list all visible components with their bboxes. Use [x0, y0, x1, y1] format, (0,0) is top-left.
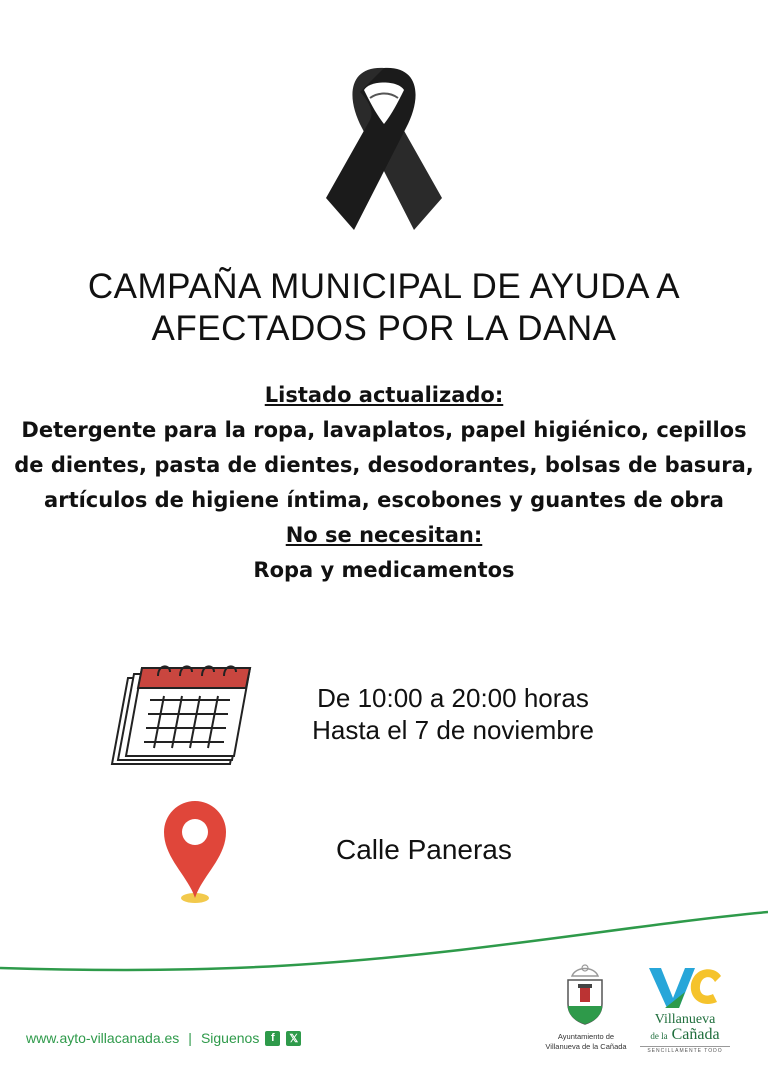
- brand-canada: Cañada: [671, 1026, 720, 1043]
- needed-items: Detergente para la ropa, lavaplatos, papel higiénico, cepillos de dientes, pasta de dientes, desodorantes, bolsas de basura, artículos de higiene íntima, escobones y guantes de obra: [14, 418, 754, 512]
- campaign-title: [0, 266, 768, 350]
- website-link[interactable]: www.ayto-villacanada.es: [26, 1030, 180, 1046]
- title-line-1: CAMPAÑA MUNICIPAL DE AYUDA A: [87, 267, 681, 306]
- ayuntamiento-label: [534, 1032, 638, 1052]
- brand-logo-text: [640, 1012, 730, 1054]
- location-pin-icon: [160, 798, 230, 908]
- ayuntamiento-line-1: Ayuntamiento de: [557, 1032, 615, 1041]
- brand-slogan: SENCILLAMENTE TODO: [640, 1046, 730, 1054]
- title-line-2: AFECTADOS POR LA DANA: [151, 309, 617, 348]
- x-icon[interactable]: 𝕏: [286, 1031, 301, 1046]
- ayuntamiento-line-2: Villanueva de la Cañada: [545, 1042, 627, 1051]
- separator: |: [188, 1030, 192, 1046]
- until-line: Hasta el 7 de noviembre: [312, 715, 594, 745]
- follow-label: Siguenos: [200, 1030, 260, 1046]
- black-ribbon-icon: [318, 58, 450, 234]
- items-list: [0, 378, 768, 588]
- list-heading: Listado actualizado:: [264, 383, 504, 407]
- schedule-text: [268, 682, 638, 746]
- not-needed-items: Ropa y medicamentos: [253, 558, 515, 582]
- vc-logo-icon: [645, 962, 725, 1012]
- facebook-icon[interactable]: f: [265, 1031, 280, 1046]
- location-text: Calle Paneras: [336, 834, 512, 865]
- coat-of-arms-icon: [562, 962, 608, 1026]
- brand-line-2: [640, 1027, 730, 1044]
- brand-line-1: Villanueva: [654, 1012, 716, 1027]
- not-needed-heading: No se necesitan:: [285, 523, 483, 547]
- brand-de-la: de la: [650, 1031, 668, 1041]
- footer-social: [26, 1030, 301, 1046]
- calendar-icon: [108, 660, 254, 772]
- hours-line: De 10:00 a 20:00 horas: [317, 683, 589, 713]
